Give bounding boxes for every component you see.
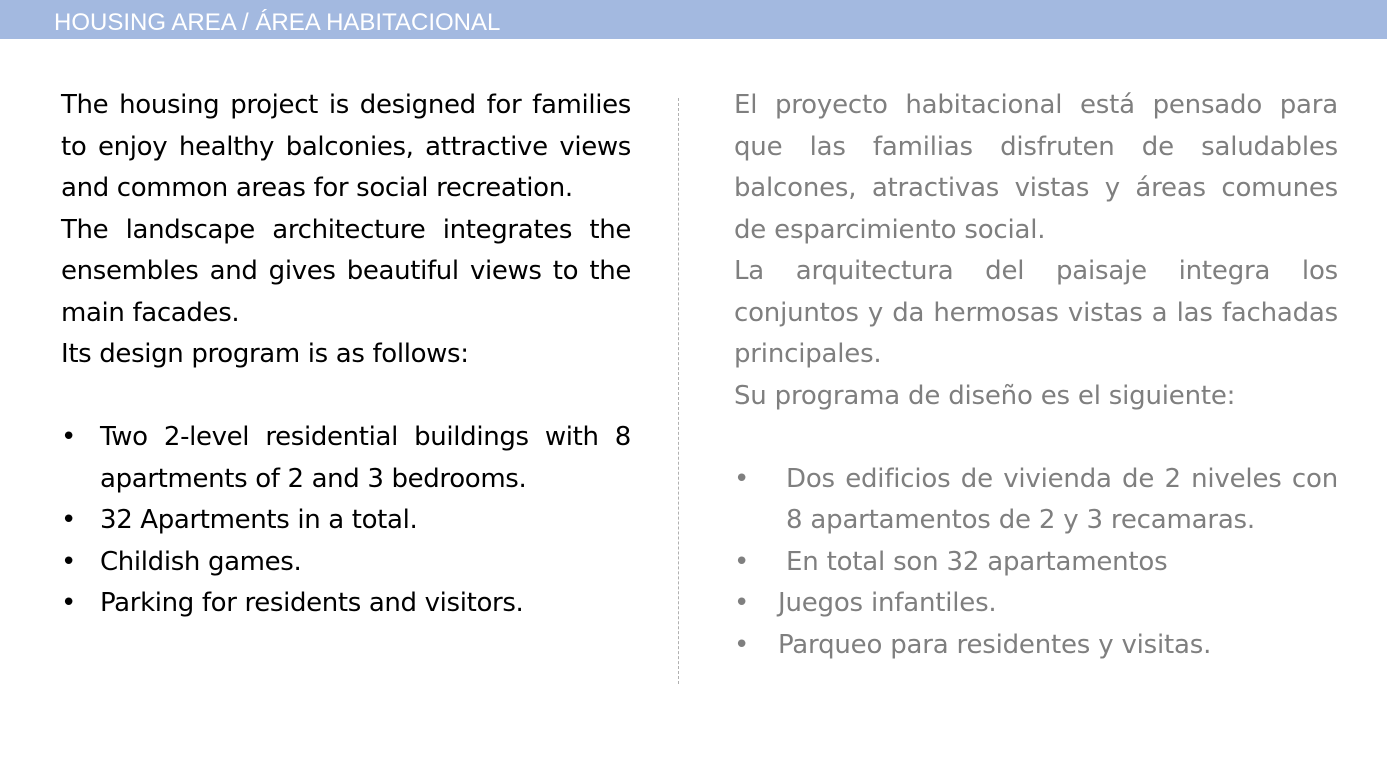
- spacer: [734, 417, 1338, 459]
- spacer: [61, 376, 631, 418]
- list-item: [734, 542, 1338, 584]
- header-bar: [0, 0, 1387, 39]
- bullet-icon: •: [61, 505, 76, 535]
- list-item: [734, 625, 1338, 667]
- program-list: [734, 459, 1338, 667]
- list-item: [734, 459, 1338, 542]
- list-item: [61, 417, 631, 500]
- list-item: [734, 583, 1338, 625]
- bullet-icon: •: [61, 588, 76, 618]
- page-title: HOUSING AREA / ÁREA HABITACIONAL: [54, 9, 501, 36]
- bullet-icon: •: [734, 588, 750, 618]
- spanish-column: [734, 85, 1338, 666]
- list-item-text: En total son 32 apartamentos: [786, 546, 1168, 577]
- paragraph-program: Its design program is as follows:: [61, 339, 469, 369]
- list-item-text: Parking for residents and visitors.: [100, 588, 524, 618]
- paragraph-landscape: La arquitectura del paisaje integra los conjuntos y da hermosas vistas a las fachadas principales.: [734, 256, 1338, 369]
- list-item: [61, 542, 631, 584]
- bullet-icon: •: [61, 422, 76, 452]
- paragraph-intro: El proyecto habitacional está pensado para que las familias disfruten de saludables balcones, atractivas vistas y áreas comunes de esparcimiento social.: [734, 90, 1338, 245]
- list-item-text: 32 Apartments in a total.: [100, 505, 418, 535]
- paragraph-program: Su programa de diseño es el siguiente:: [734, 380, 1236, 411]
- list-item-text: Parqueo para residentes y visitas.: [778, 629, 1212, 660]
- english-column: [61, 85, 631, 625]
- list-item: [61, 500, 631, 542]
- list-item-text: Dos edificios de vivienda de 2 niveles con 8 apartamentos de 2 y 3 recamaras.: [786, 463, 1338, 535]
- paragraph-landscape: The landscape architecture integrates the ensembles and gives beautiful views to the main facades.: [61, 214, 631, 328]
- paragraph-intro: The housing project is designed for families to enjoy healthy balconies, attractive views and common areas for social recreation.: [61, 90, 631, 203]
- bullet-icon: •: [734, 546, 750, 577]
- bullet-icon: •: [734, 463, 750, 494]
- list-item-text: Childish games.: [100, 546, 302, 577]
- list-item-text: Juegos infantiles.: [778, 588, 997, 618]
- bullet-icon: •: [734, 629, 750, 660]
- list-item-text: Two 2-level residential buildings with 8 apartments of 2 and 3 bedrooms.: [100, 422, 631, 494]
- list-item: [61, 583, 631, 625]
- bullet-icon: •: [61, 546, 76, 577]
- column-divider: [678, 98, 679, 684]
- program-list: [61, 417, 631, 625]
